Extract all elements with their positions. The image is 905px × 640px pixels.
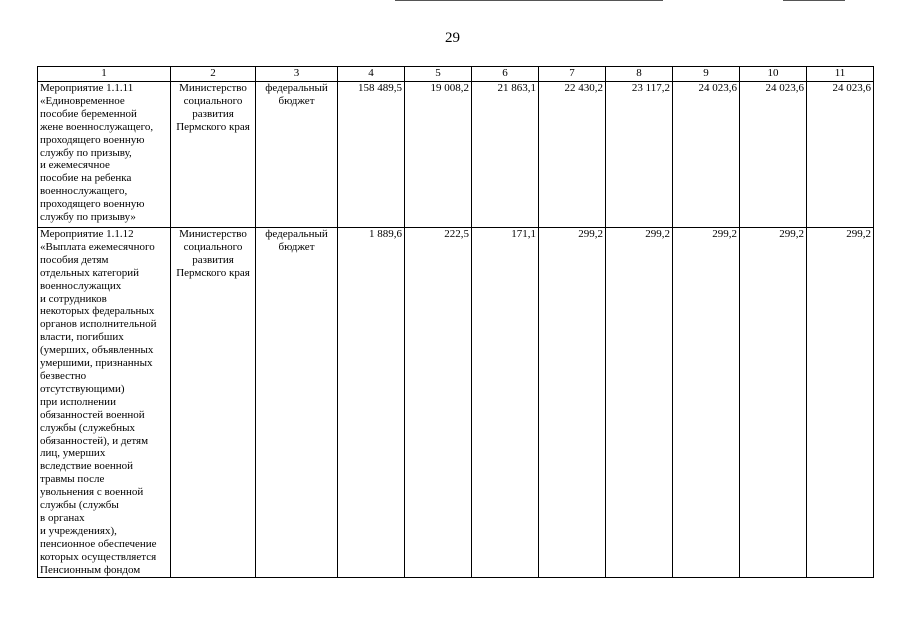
value-cell: 299,2: [539, 228, 606, 578]
column-header: 11: [807, 67, 874, 82]
top-rule-left: [395, 0, 663, 1]
column-header: 10: [740, 67, 807, 82]
value-cell: 22 430,2: [539, 82, 606, 228]
column-header: 3: [256, 67, 338, 82]
measure-cell: Мероприятие 1.1.12 «Выплата ежемесячного пособия детям отдельных категорий военнослужащих и сотрудников некоторых федеральных органов исполнительной власти, погибших (умерших, объявленных умершими, признанных безвестно отсутствующими) при исполнении обязанностей военной службы (служебных обязанностей), и детям лиц, умерших вследствие военной травмы после увольнения с военной службы (службы в органах и учреждениях), пенсионное обеспечение которых осуществляется Пенсионным фондом: [38, 228, 171, 578]
page-number: 29: [445, 30, 460, 46]
budget-table: [37, 66, 874, 578]
funding-source-cell: федеральный бюджет: [256, 82, 338, 228]
table-row: [38, 228, 874, 578]
value-cell: 158 489,5: [338, 82, 405, 228]
executor-cell: Министерство социального развития Пермского края: [171, 228, 256, 578]
value-cell: 24 023,6: [673, 82, 740, 228]
top-rule-right: [783, 0, 845, 1]
value-cell: 299,2: [807, 228, 874, 578]
value-cell: 222,5: [405, 228, 472, 578]
value-cell: 19 008,2: [405, 82, 472, 228]
value-cell: 1 889,6: [338, 228, 405, 578]
value-cell: 299,2: [740, 228, 807, 578]
column-header: 1: [38, 67, 171, 82]
funding-source-cell: федеральный бюджет: [256, 228, 338, 578]
executor-cell: Министерство социального развития Пермского края: [171, 82, 256, 228]
value-cell: 23 117,2: [606, 82, 673, 228]
column-header: 8: [606, 67, 673, 82]
value-cell: 21 863,1: [472, 82, 539, 228]
column-number-row: [38, 67, 874, 82]
table-row: [38, 82, 874, 228]
column-header: 2: [171, 67, 256, 82]
value-cell: 299,2: [606, 228, 673, 578]
column-header: 5: [405, 67, 472, 82]
value-cell: 24 023,6: [807, 82, 874, 228]
column-header: 6: [472, 67, 539, 82]
value-cell: 171,1: [472, 228, 539, 578]
value-cell: 24 023,6: [740, 82, 807, 228]
column-header: 7: [539, 67, 606, 82]
measure-cell: Мероприятие 1.1.11 «Единовременное пособие беременной жене военнослужащего, проходящего военную службу по призыву, и ежемесячное пособие на ребенка военнослужащего, проходящего военную службу по призыву»: [38, 82, 171, 228]
column-header: 9: [673, 67, 740, 82]
column-header: 4: [338, 67, 405, 82]
value-cell: 299,2: [673, 228, 740, 578]
